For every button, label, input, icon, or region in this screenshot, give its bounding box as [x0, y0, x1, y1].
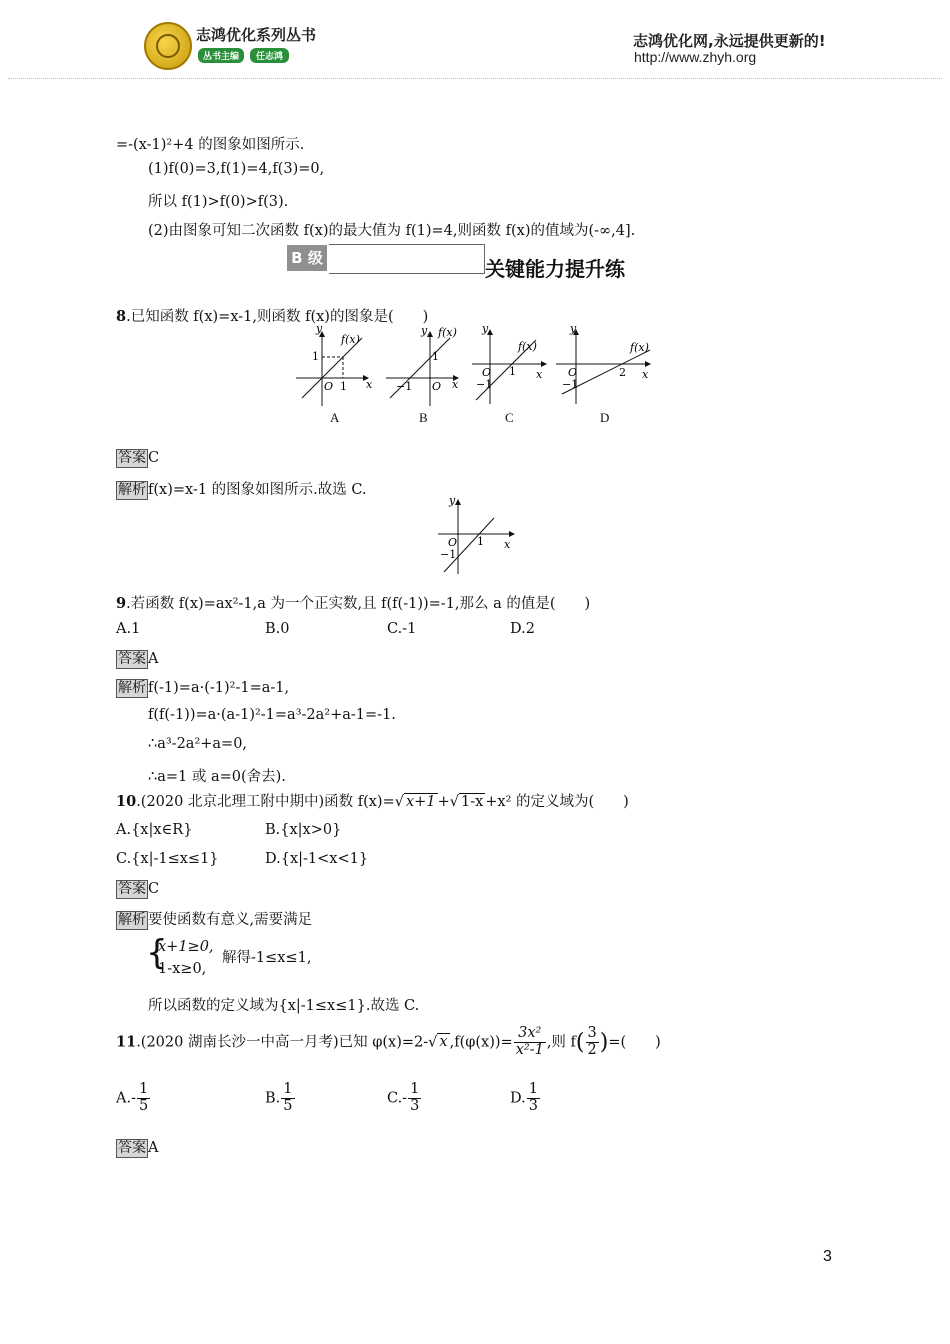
svg-text:−1: −1 [562, 378, 579, 391]
q11-option-d[interactable]: D. $\frac{1}{3}$ [510, 1081, 538, 1114]
q9-answer-value: A [148, 651, 159, 667]
analysis-tag: 解析 [118, 482, 146, 498]
q10-option-c[interactable]: C.{x|-1≤x≤1} [116, 851, 219, 867]
q11-option-c[interactable]: C.- $\frac{1}{3}$ [387, 1081, 420, 1114]
svg-text:O: O [568, 366, 578, 379]
svg-text:x: x [366, 378, 373, 391]
svg-text:y: y [482, 322, 489, 335]
svg-text:f(x): f(x) [630, 341, 649, 354]
q10-option-d[interactable]: D.{x|-1<x<1} [265, 851, 369, 867]
q10-analysis-intro: 要使函数有意义,需要满足 [148, 912, 313, 928]
graph-label-c: C [505, 410, 514, 425]
svg-text:1: 1 [340, 380, 347, 393]
section-title: 关键能力提升练 [485, 257, 625, 281]
graph-label-d: D [600, 410, 610, 425]
q11-answer-value: A [148, 1140, 159, 1156]
graph-a [296, 322, 373, 406]
analysis-tag: 解析 [118, 680, 146, 696]
svg-text:−1: −1 [476, 378, 493, 391]
q10-system-line-2: 1-x≥0, [158, 961, 207, 977]
svg-text:−1: −1 [396, 380, 413, 393]
svg-text:y: y [449, 494, 456, 507]
q8-answer-value: C [148, 450, 160, 466]
q11-option-a[interactable]: A.- $\frac{1}{5}$ [116, 1081, 149, 1114]
q9-step-1: f(-1)=a·(-1)²-1=a-1, [148, 680, 290, 696]
q11-stem: 11.(2020 湖南长沙一中高一月考)已知 φ(x)=2-√ x ,f(φ(x))= $\frac{\text{3x²}}{\text{x²-1}}$ ,则 f( $\frac{3}{2}$ )=( ) [116, 1025, 661, 1058]
q8-analysis [116, 478, 367, 500]
svg-text:f(x): f(x) [518, 340, 537, 353]
q11-radicand: x [439, 1034, 448, 1051]
graph-d [556, 322, 650, 404]
svg-text:x: x [536, 368, 543, 381]
svg-text:x: x [504, 538, 511, 551]
svg-text:2: 2 [619, 366, 626, 379]
q10-answer [116, 880, 159, 899]
graph-label-a: A [330, 410, 340, 425]
graph-c [472, 322, 546, 404]
q9-step-3: ∴a³-2a²+a=0, [148, 736, 248, 752]
q11-answer [116, 1139, 158, 1158]
svg-text:O: O [482, 366, 492, 379]
q10-number: 10 [116, 793, 137, 810]
graph-b [386, 324, 459, 406]
q9-step-4: ∴a=1 或 a=0(舍去). [148, 769, 286, 785]
q10-stem: 10.(2020 北京北理工附中期中)函数 f(x)=√ x+1 +√ 1-x +x² 的定义域为( ) [116, 793, 629, 810]
q10-answer-value: C [148, 881, 160, 897]
q9-option-a[interactable]: A.1 [116, 621, 141, 637]
editor-label: 丛书主编 [198, 48, 244, 63]
svg-text:O: O [324, 380, 334, 393]
intro-line-0: =-(x-1)²+4 的图象如图所示. [116, 137, 305, 153]
svg-text:f(x): f(x) [438, 326, 457, 339]
answer-tag: 答案 [118, 651, 146, 667]
q10-conclusion: 所以函数的定义域为{x|-1≤x≤1}.故选 C. [148, 998, 420, 1014]
graph-label-b: B [419, 410, 428, 425]
q11-argument: $\frac{3}{2}$ [587, 1025, 597, 1058]
system-brace: { [146, 933, 168, 973]
sqrt-sign: √ [449, 794, 459, 810]
site-url[interactable]: http://www.zhyh.org [634, 49, 757, 65]
site-slogan: 志鸿优化网,永远提供更新的! [633, 32, 826, 50]
q11-number: 11 [116, 1033, 137, 1051]
svg-text:O: O [432, 380, 442, 393]
svg-text:y: y [421, 324, 428, 337]
answer-tag: 答案 [118, 881, 146, 897]
q8-analysis-text: f(x)=x-1 的图象如图所示.故选 C. [148, 482, 367, 498]
editor-name: 任志鸿 [250, 48, 289, 63]
q10-system-line-1: x+1≥0, [158, 939, 214, 955]
intro-line-1: (1)f(0)=3,f(1)=4,f(3)=0, [148, 161, 325, 177]
header-divider [8, 78, 942, 79]
svg-text:f(x): f(x) [341, 333, 360, 346]
q8-answer [116, 449, 159, 468]
q9-answer [116, 650, 158, 669]
q9-option-d[interactable]: D.2 [510, 621, 535, 637]
q9-analysis [116, 679, 289, 698]
q11-option-b[interactable]: B. $\frac{1}{5}$ [265, 1081, 293, 1114]
q8-number: 8 [116, 308, 127, 325]
level-bracket [329, 244, 485, 274]
q8-option-graphs [290, 322, 670, 430]
page-number: 3 [823, 1248, 832, 1265]
q9-step-2: f(f(-1))=a·(a-1)²-1=a³-2a²+a-1=-1. [148, 707, 396, 723]
svg-text:x: x [452, 378, 459, 391]
answer-tag: 答案 [118, 450, 146, 466]
answer-tag: 答案 [118, 1140, 146, 1156]
q10-analysis [116, 908, 312, 930]
q10-system-solve: 解得-1≤x≤1, [222, 950, 312, 966]
q8-stem-text: .已知函数 f(x)=x-1,则函数 f(x)的图象是( ) [126, 309, 429, 325]
svg-text:x: x [642, 368, 649, 381]
q9-number: 9 [116, 595, 127, 612]
svg-text:1: 1 [312, 350, 319, 363]
svg-text:1: 1 [509, 365, 516, 378]
series-title: 志鸿优化系列丛书 [196, 26, 317, 44]
level-badge: B 级 [287, 245, 327, 271]
analysis-tag: 解析 [118, 912, 146, 928]
q10-option-b[interactable]: B.{x|x>0} [265, 822, 342, 838]
sqrt-sign: √ [394, 794, 404, 810]
svg-text:y: y [316, 322, 323, 335]
svg-text:1: 1 [477, 535, 484, 548]
svg-text:−1: −1 [440, 548, 457, 561]
q9-option-c[interactable]: C.-1 [387, 621, 417, 637]
svg-text:O: O [448, 536, 458, 549]
q9-stem-text: .若函数 f(x)=ax²-1,a 为一个正实数,且 f(f(-1))=-1,那么 a 的值是( ) [126, 596, 591, 612]
intro-line-2: 所以 f(1)>f(0)>f(3). [148, 194, 289, 210]
svg-text:1: 1 [432, 350, 439, 363]
sqrt-sign: √ [428, 1034, 438, 1051]
q8-solution-graph [434, 494, 524, 576]
q11-fraction: $\frac{\text{3x²}}{\text{x²-1}}$ [515, 1025, 544, 1058]
logo-emblem-icon [144, 22, 192, 70]
intro-line-3: (2)由图象可知二次函数 f(x)的最大值为 f(1)=4,则函数 f(x)的值域为(-∞,4]. [148, 223, 636, 239]
q10-option-a[interactable]: A.{x|x∈R} [116, 822, 193, 838]
q10-radicand-2: 1-x [460, 794, 484, 810]
q10-radicand-1: x+1 [406, 794, 436, 810]
q9-stem [116, 592, 590, 613]
q9-option-b[interactable]: B.0 [265, 621, 290, 637]
svg-text:y: y [570, 322, 577, 335]
